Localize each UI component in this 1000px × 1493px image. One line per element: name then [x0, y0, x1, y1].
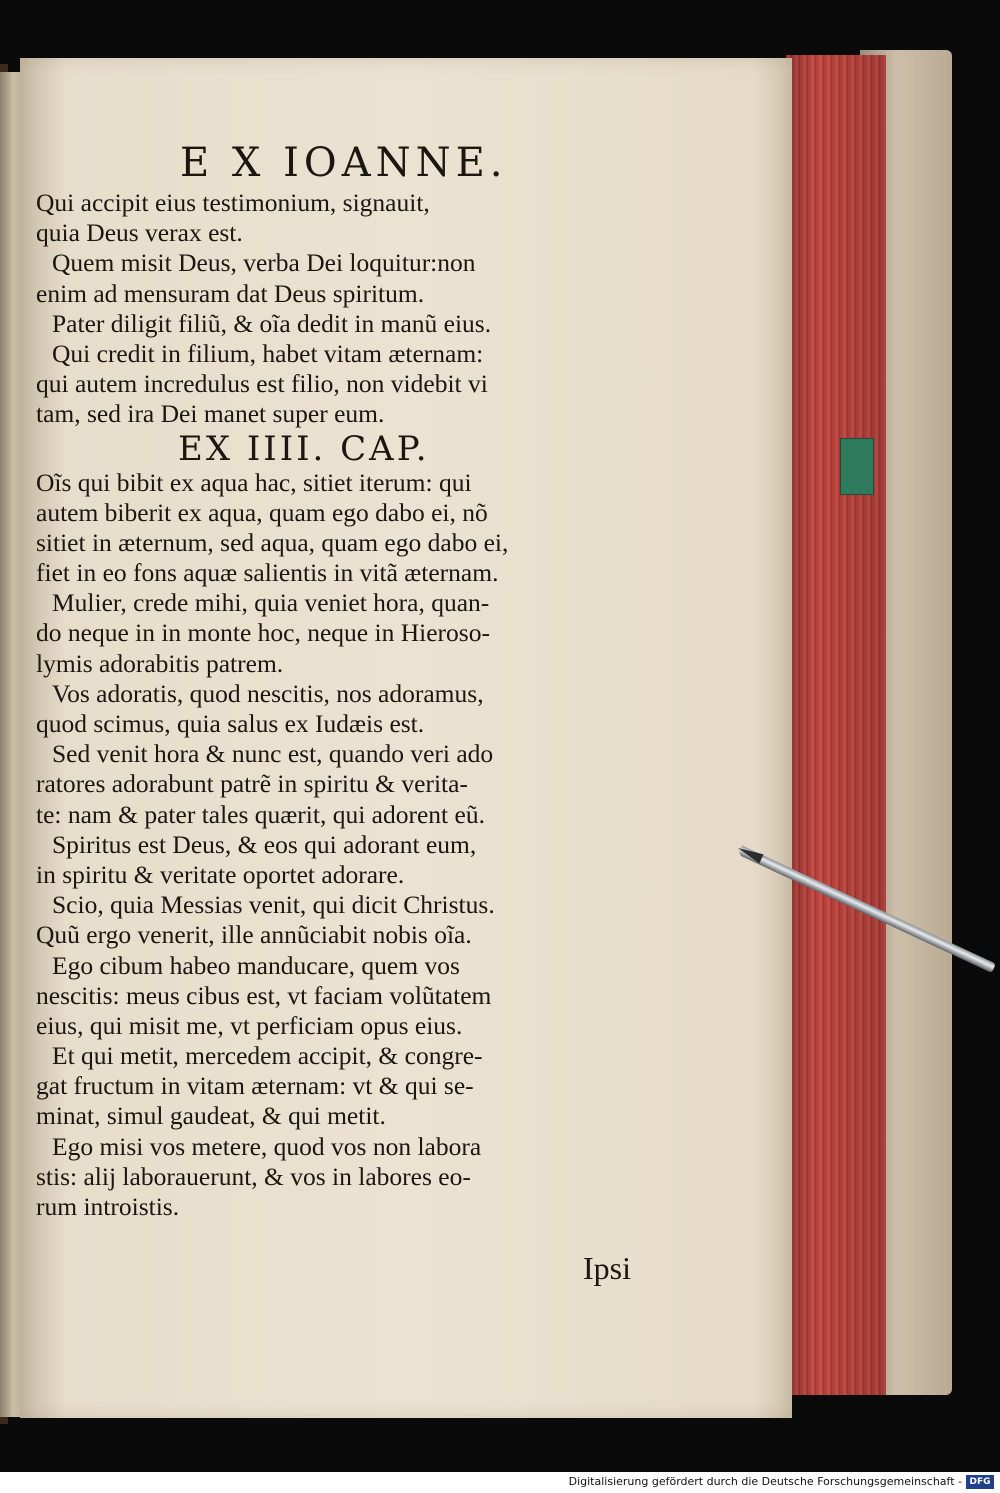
text-line: Oĩs qui bibit ex aqua hac, sitiet iterum: qui — [36, 467, 472, 497]
text-line: stis: alij laborauerunt, & vos in labores eo- — [36, 1161, 471, 1191]
text-line: Spiritus est Deus, & eos qui adorant eum, — [52, 829, 477, 859]
text-line: ratores adorabunt patrẽ in spiritu & verita- — [36, 769, 468, 799]
chapter-heading: EX IIII. CAP. — [178, 429, 430, 468]
text-line: quod scimus, quia salus ex Iudæis est. — [36, 709, 425, 738]
text-line: autem biberit ex aqua, quam ego dabo ei, nõ — [36, 497, 488, 527]
text-line: gat fructum in vitam æternam: vt & qui se- — [36, 1071, 474, 1101]
text-line: in spiritu & veritate oportet adorare. — [36, 859, 405, 889]
running-head: E X IOANNE. — [180, 140, 508, 186]
text-line: enim ad mensuram dat Deus spiritum. — [36, 278, 425, 308]
page-edge-shadow — [786, 55, 886, 1395]
dfg-credit-text: Digitalisierung gefördert durch die Deutsche Forschungsgemeinschaft - — [568, 1475, 962, 1488]
left-page-edge — [0, 72, 22, 1417]
text-line: minat, simul gaudeat, & qui metit. — [36, 1101, 386, 1131]
text-line: lymis adorabitis patrem. — [36, 648, 284, 678]
dfg-logo: DFG — [966, 1475, 994, 1489]
text-line: Pater diligit filiũ, & oĩa dedit in manũ eius. — [52, 308, 492, 338]
text-line: tam, sed ira Dei manet super eum. — [36, 399, 385, 429]
text-line: Qui credit in filium, habet vitam æternam: — [52, 338, 484, 368]
text-line: Quũ ergo venerit, ille annũciabit nobis oĩa. — [36, 920, 472, 950]
text-line: Ego misi vos metere, quod vos non labora — [52, 1131, 482, 1161]
text-line: Sed venit hora & nunc est, quando veri ado — [52, 739, 494, 769]
bookmark-tab — [840, 438, 874, 495]
text-line: Mulier, crede mihi, quia veniet hora, quan- — [52, 588, 490, 618]
text-line: nescitis: meus cibus est, vt faciam volũtatem — [36, 980, 492, 1010]
page-text — [36, 188, 636, 1222]
text-line: quia Deus verax est. — [36, 218, 243, 248]
text-line: Qui accipit eius testimonium, signauit, — [36, 188, 430, 217]
text-line: Vos adoratis, quod nescitis, nos adoramus, — [52, 678, 484, 708]
text-line: te: nam & pater tales quærit, qui adorent eũ. — [36, 799, 485, 829]
text-line: Scio, quia Messias venit, qui dicit Christus. — [52, 890, 495, 920]
text-line: eius, qui misit me, vt perficiam opus eius. — [36, 1010, 463, 1040]
text-line: Et qui metit, mercedem accipit, & congre- — [52, 1041, 483, 1071]
footer-bar — [0, 1472, 1000, 1493]
text-line: do neque in in monte hoc, neque in Hieroso- — [36, 618, 490, 648]
catchword: Ipsi — [583, 1250, 631, 1286]
text-line: rum introistis. — [36, 1192, 180, 1221]
text-line: Ego cibum habeo manducare, quem vos — [52, 950, 460, 980]
text-line: fiet in eo fons aquæ salientis in vitã æternam. — [36, 558, 499, 588]
text-line: sitiet in æternum, sed aqua, quam ego dabo ei, — [36, 527, 509, 557]
text-line: Quem misit Deus, verba Dei loquitur:non — [52, 248, 476, 278]
text-line: qui autem incredulus est filio, non videbit vi — [36, 369, 488, 399]
